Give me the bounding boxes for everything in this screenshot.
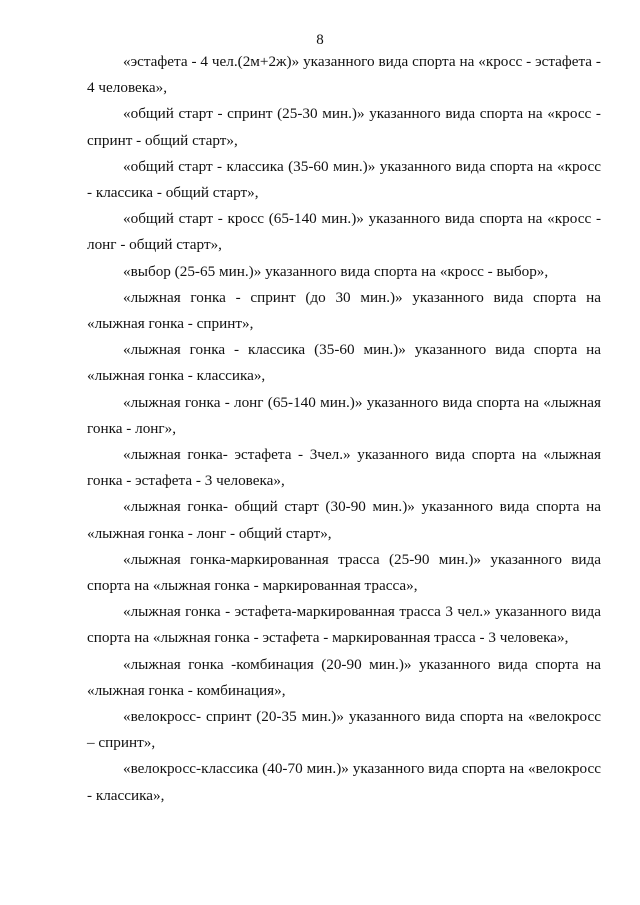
paragraph-5: «выбор (25-65 мин.)» указанного вида спорта на «кросс - выбор», [123,262,549,280]
paragraph-11: «лыжная гонка-маркированная трасса (25-90 мин.)» указанного вида спорта на «лыжная гонка - маркированная трасса», [87,550,601,595]
paragraph-15: «велокросс-классика (40-70 мин.)» указанного вида спорта на «велокросс - классика», [87,760,601,804]
paragraph-14: «велокросс- спринт (20-35 мин.)» указанного вида спорта на «велокросс – спринт», [87,708,601,752]
paragraph-13: «лыжная гонка -комбинация (20-90 мин.)» указанного вида спорта на «лыжная гонка - комбинация», [87,655,601,699]
paragraph-10: «лыжная гонка- общий старт (30-90 мин.)» указанного вида спорта на «лыжная гонка - лонг - общий старт», [87,498,601,542]
page-number: 8 [316,32,324,48]
paragraph-7: «лыжная гонка - классика (35-60 мин.)» указанного вида спорта на «лыжная гонка - классика», [87,341,601,385]
paragraph-4: «общий старт - кросс (65-140 мин.)» указанного вида спорта на «кросс - лонг - общий старт», [87,210,601,254]
paragraph-8: «лыжная гонка - лонг (65-140 мин.)» указанного вида спорта на «лыжная гонка - лонг», [87,393,601,437]
paragraph-2: «общий старт - спринт (25-30 мин.)» указанного вида спорта на «кросс - спринт - общий старт», [87,105,601,149]
paragraph-1: «эстафета - 4 чел.(2м+2ж)» указанного вида спорта на «кросс - эстафета - 4 человека», [87,53,601,97]
paragraph-9: «лыжная гонка- эстафета - 3чел.» указанного вида спорта на «лыжная гонка - эстафета - 3 человека», [87,446,601,490]
paragraph-3: «общий старт - классика (35-60 мин.)» указанного вида спорта на «кросс - классика - общий старт», [87,157,601,202]
paragraph-12: «лыжная гонка - эстафета-маркированная трасса 3 чел.» указанного вида спорта на «лыжная гонка - эстафета - маркированная трасса - 3 человека», [87,603,601,647]
paragraph-6: «лыжная гонка - спринт (до 30 мин.)» указанного вида спорта на «лыжная гонка - спринт», [87,288,601,333]
document-body [87,49,601,809]
